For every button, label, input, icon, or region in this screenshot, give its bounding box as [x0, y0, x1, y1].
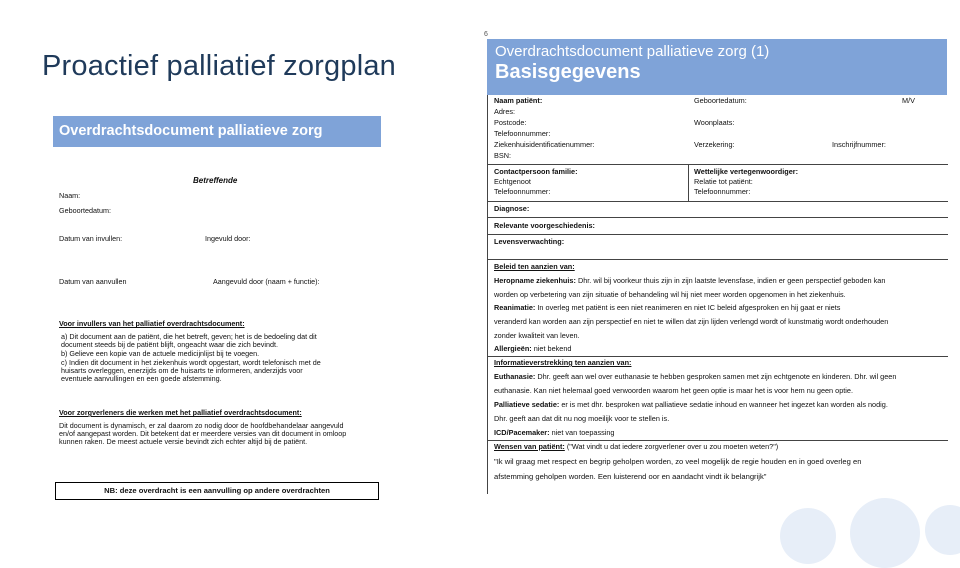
icd-label: ICD/Pacemaker: — [494, 428, 550, 437]
field-telefoonnummer: Telefoonnummer: — [494, 129, 551, 138]
sedatie-row — [494, 401, 888, 410]
decorative-circle — [850, 498, 920, 568]
divider — [488, 356, 948, 357]
icd-value: niet van toepassing — [551, 428, 615, 437]
decorative-circle — [780, 508, 836, 564]
field-telefoonnummer-contact: Telefoonnummer: — [494, 187, 551, 196]
allergieen-value: niet bekend — [533, 344, 572, 353]
field-echtgenoot: Echtgenoot — [494, 177, 531, 186]
page-corner-marker: 6 — [484, 31, 488, 38]
wensen-text: "Ik wil graag met respect en begrip geholpen worden, zo veel mogelijk de regie houden en in goed overleg en — [494, 457, 862, 466]
wensen-hint: ("Wat vindt u dat iedere zorgverlener over u zou moeten weten?") — [566, 442, 779, 451]
field-adres: Adres: — [494, 107, 516, 116]
doc2-banner-title: Basisgegevens — [495, 61, 641, 83]
heropname-label: Heropname ziekenhuis: — [494, 276, 576, 285]
field-mv: M/V — [902, 96, 915, 105]
sedatie-label: Palliatieve sedatie: — [494, 400, 560, 409]
field-telefoonnummer-vertegenwoordiger: Telefoonnummer: — [694, 187, 751, 196]
divider — [488, 217, 948, 218]
doc1-datum-aanvullen: Datum van aanvullen — [59, 277, 127, 286]
reanimatie-label: Reanimatie: — [494, 303, 536, 312]
field-naam-patient: Naam patiënt: — [494, 96, 543, 105]
doc1-banner: Overdrachtsdocument palliatieve zorg — [53, 116, 381, 147]
field-levensverwachting: Levensverwachting: — [494, 237, 565, 246]
field-diagnose: Diagnose: — [494, 204, 530, 213]
divider — [488, 440, 948, 441]
divider — [488, 259, 948, 260]
reanimatie-text: In overleg met patiënt is een niet reanimeren en niet IC beleid afgesproken en hij gaat er niets — [537, 303, 841, 312]
euthanasie-label: Euthanasie: — [494, 372, 536, 381]
handover-document-cover — [53, 116, 381, 500]
divider — [488, 234, 948, 235]
reanimatie-text-cont: zonder kwaliteit van leven. — [494, 331, 580, 340]
heropname-text-cont: worden op verbetering van zijn situatie of behandeling wil hij niet meer worden opgenomen in het ziekenhuis. — [494, 290, 846, 299]
allergieen-row — [494, 345, 571, 354]
divider — [488, 201, 948, 202]
doc1-sec2-line: en/of aangepast worden. Dit betekent dat er meerdere versies van dit document in omloop — [59, 429, 347, 438]
doc2-banner-subtitle: Overdrachtsdocument palliatieve zorg (1) — [495, 43, 770, 60]
wensen-label: Wensen van patiënt: — [494, 442, 565, 451]
field-geboortedatum: Geboortedatum: — [694, 96, 747, 105]
heropname-row — [494, 277, 885, 286]
handover-document-basisgegevens — [487, 39, 947, 494]
reanimatie-text-cont: veranderd kan worden aan zijn perspectief en niet te willen dat zijn lijden verlengd wordt of kunstmatig wordt onderhouden — [494, 317, 889, 326]
sedatie-text: er is met dhr. besproken wat palliatieve sedatie inhoud en wanneer het ingezet kan worden als nodig. — [561, 400, 888, 409]
doc1-geboortedatum: Geboortedatum: — [59, 206, 111, 215]
field-contactpersoon: Contactpersoon familie: — [494, 167, 578, 176]
doc1-sec1-line: eventuele aanvullingen en een goede afstemming. — [61, 374, 222, 383]
wensen-row — [494, 443, 778, 452]
doc1-sec2-line: Dit document is dynamisch, er zal daarom zo nodig door de hoofdbehandelaar aangevuld — [59, 421, 344, 430]
section-beleid: Beleid ten aanzien van: — [494, 262, 575, 271]
heropname-text: Dhr. wil bij voorkeur thuis zijn in zijn laatste levensfase, indien er geen perspectief geboden kan — [577, 276, 886, 285]
field-relevante-voorgeschiedenis: Relevante voorgeschiedenis: — [494, 221, 595, 230]
divider — [688, 164, 689, 201]
field-postcode: Postcode: — [494, 118, 527, 127]
sedatie-text-cont: Dhr. geeft aan dat dit nu nog moeilijk voor te stellen is. — [494, 414, 670, 423]
wensen-text-cont: afstemming geholpen worden. Een luisterend oor en aandacht vindt ik belangrijk" — [494, 472, 767, 481]
doc1-sec1-line: c) Indien dit document in het ziekenhuis wordt opgestart, wordt telefonisch met de — [61, 358, 321, 367]
decorative-circle — [925, 505, 960, 555]
icd-row — [494, 429, 615, 438]
field-vertegenwoordiger: Wettelijke vertegenwoordiger: — [694, 167, 799, 176]
doc1-sec1-line: b) Gelieve een kopie van de actuele medicijnlijst bij te voegen. — [61, 349, 260, 358]
field-woonplaats: Woonplaats: — [694, 118, 735, 127]
euthanasie-row — [494, 373, 896, 382]
doc2-form-body — [487, 95, 948, 494]
doc1-sec1-line: a) Dit document aan de patiënt, die het betreft, geven; het is de bedoeling dat dit — [61, 332, 317, 341]
doc1-sec1-line: huisarts overleggen, enerzijds om de huisarts te informeren, anderzijds voor — [61, 366, 303, 375]
doc1-section-zorgverleners-title: Voor zorgverleners die werken met het palliatief overdrachtsdocument: — [59, 408, 302, 417]
section-informatieverstrekking: Informatieverstrekking ten aanzien van: — [494, 358, 632, 367]
doc1-aangevuld-door: Aangevuld door (naam + functie): — [213, 277, 320, 286]
doc1-section-invullers-title: Voor invullers van het palliatief overdrachtsdocument: — [59, 319, 245, 328]
doc1-naam: Naam: — [59, 191, 81, 200]
field-relatie: Relatie tot patiënt: — [694, 177, 753, 186]
field-verzekering: Verzekering: — [694, 140, 735, 149]
slide-title: Proactief palliatief zorgplan — [42, 50, 396, 82]
doc1-betreffende: Betreffende — [193, 176, 238, 185]
doc1-sec1-line: document steeds bij de patiënt blijft, ongeacht waar die zich bevindt. — [61, 340, 278, 349]
allergieen-label: Allergieën: — [494, 344, 532, 353]
divider — [488, 164, 948, 165]
euthanasie-text-cont: euthanasie. Kan niet helemaal goed verwoorden waarom het geen optie is maar het is voor hem nu geen optie. — [494, 386, 853, 395]
doc1-ingevuld-door: Ingevuld door: — [205, 234, 251, 243]
doc1-footer-note: NB: deze overdracht is een aanvulling op andere overdrachten — [55, 482, 379, 500]
field-ziekenhuis-id: Ziekenhuisidentificatienummer: — [494, 140, 595, 149]
field-bsn: BSN: — [494, 151, 512, 160]
doc1-datum-invullen: Datum van invullen: — [59, 234, 123, 243]
doc1-sec2-line: kunnen raken. De meest actuele versie bevindt zich echter altijd bij de patiënt. — [59, 437, 308, 446]
euthanasie-text: Dhr. geeft aan wel over euthanasie te hebben gesproken samen met zijn echtgenote en kinderen. Dhr. wil geen — [537, 372, 897, 381]
reanimatie-row — [494, 304, 840, 313]
field-inschrijfnummer: Inschrijfnummer: — [832, 140, 886, 149]
doc2-banner — [487, 39, 947, 95]
